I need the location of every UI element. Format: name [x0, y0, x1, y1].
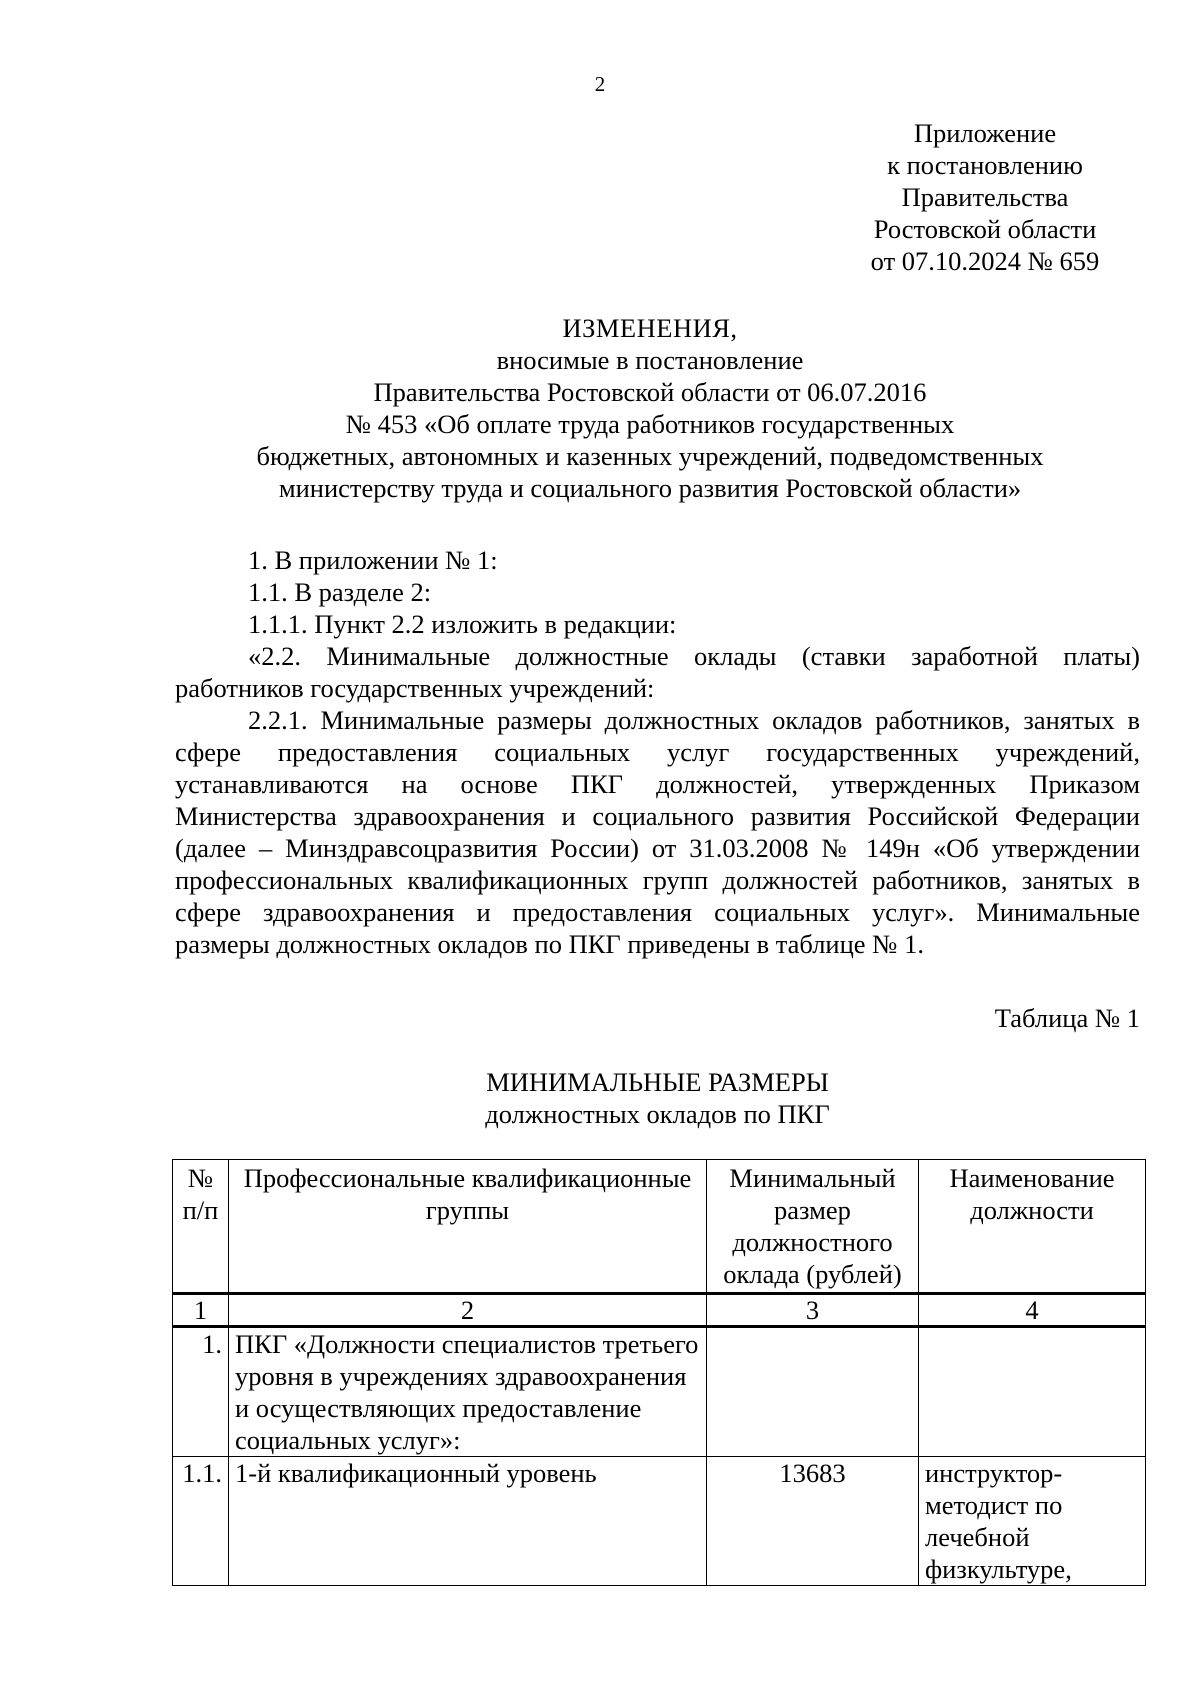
- heading-line: Правительства Ростовской области от 06.07.2016: [373, 377, 927, 407]
- appendix-line: к постановлению: [887, 150, 1083, 180]
- header-position: Наименование должности: [919, 1160, 1146, 1294]
- column-number: 3: [707, 1294, 919, 1327]
- column-number: 2: [229, 1294, 707, 1327]
- heading-title: ИЗМЕНЕНИЯ,: [562, 313, 738, 343]
- row-num: 1.: [173, 1327, 229, 1457]
- table-header-row: [173, 1160, 1146, 1294]
- appendix-block: [820, 117, 1150, 277]
- paragraph-5: 2.2.1. Минимальные размеры должностных окладов работников, занятых в сфере предоставления социальных услуг государственных учреждений, устанавливаются на основе ПКГ должностей, утвержденных Приказом Министерства здравоохранения и социального развития Российской Федерации (далее – Минздравсоцразвития России) от 31.03.2008 № 149н «Об утверждении профессиональных квалификационных групп должностей работников, занятых в сфере здравоохранения и предоставления социальных услуг». Минимальные размеры должностных окладов по ПКГ приведены в таблице № 1.: [175, 705, 1140, 959]
- heading-line: № 453 «Об оплате труда работников государственных: [345, 409, 955, 439]
- heading-line: вносимые в постановление: [496, 345, 804, 375]
- appendix-line: Ростовской области: [873, 214, 1097, 244]
- appendix-line: от 07.10.2024 № 659: [870, 246, 1100, 276]
- row-position: инструктор-методист по лечебной физкультуре,: [919, 1457, 1146, 1586]
- row-amount: [707, 1327, 919, 1457]
- paragraph-2: 1.1. В разделе 2:: [248, 577, 432, 607]
- heading-line: министерству труда и социального развития Ростовской области»: [278, 473, 1022, 503]
- row-group: 1-й квалификационный уровень: [229, 1457, 707, 1586]
- row-group: ПКГ «Должности специалистов третьего уровня в учреждениях здравоохранения и осуществляющих предоставление социальных услуг»:: [229, 1327, 707, 1457]
- table-title: [175, 1066, 1140, 1130]
- row-amount: 13683: [707, 1457, 919, 1586]
- salary-table: [172, 1159, 1146, 1586]
- paragraph-1: 1. В приложении № 1:: [248, 545, 498, 575]
- column-number: 4: [919, 1294, 1146, 1327]
- column-number: 1: [173, 1294, 229, 1327]
- header-amount: Минимальный размер должностного оклада (рублей): [707, 1160, 919, 1294]
- table-title-line: МИНИМАЛЬНЫЕ РАЗМЕРЫ: [486, 1067, 829, 1097]
- table-row: [173, 1457, 1146, 1586]
- table-row: [173, 1327, 1146, 1457]
- header-num: № п/п: [173, 1160, 229, 1294]
- column-number-row: [173, 1294, 1146, 1327]
- table-caption: Таблица № 1: [994, 1003, 1140, 1033]
- appendix-line: Приложение: [913, 118, 1057, 148]
- appendix-line: Правительства: [901, 182, 1069, 212]
- row-position: [919, 1327, 1146, 1457]
- paragraph-4: «2.2. Минимальные должностные оклады (ставки заработной платы) работников государственных учреждений:: [175, 641, 1140, 703]
- header-group: Профессиональные квалификационные группы: [229, 1160, 707, 1294]
- page-number: 2: [594, 72, 606, 96]
- table-subtitle-line: должностных окладов по ПКГ: [485, 1099, 830, 1129]
- row-num: 1.1.: [173, 1457, 229, 1586]
- document-body: [175, 544, 1140, 960]
- paragraph-3: 1.1.1. Пункт 2.2 изложить в редакции:: [248, 609, 677, 639]
- heading-line: бюджетных, автономных и казенных учреждений, подведомственных: [256, 441, 1044, 471]
- document-heading: [160, 312, 1140, 504]
